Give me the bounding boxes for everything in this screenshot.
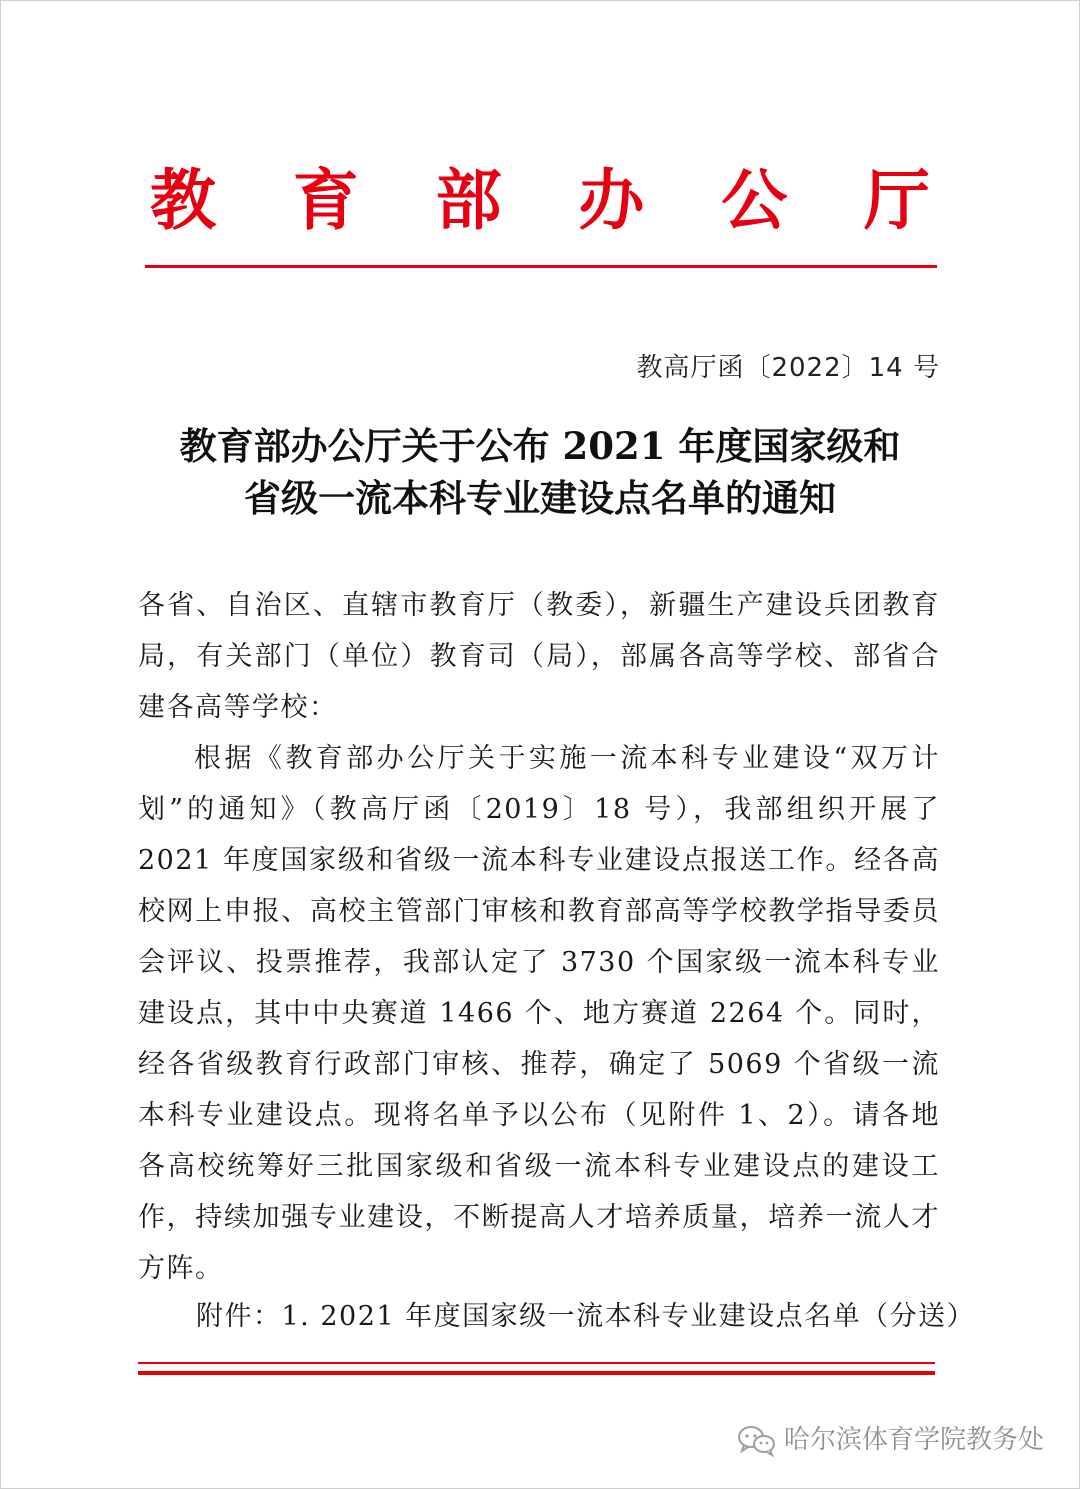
document-title xyxy=(120,420,960,524)
letterhead-char: 育 xyxy=(292,161,359,239)
letterhead-char: 公 xyxy=(721,161,788,239)
attachment-line: 附件：1. 2021 年度国家级一流本科专业建设点名单（分送） xyxy=(196,1301,976,1332)
letterhead-char: 办 xyxy=(578,161,645,239)
footer-rule-thick xyxy=(138,1371,935,1375)
letterhead-char: 厅 xyxy=(863,161,930,239)
watermark-text: 哈尔滨体育学院教务处 xyxy=(783,1425,1044,1455)
body-paragraph: 根据《教育部办公厅关于实施一流本科专业建设“双万计划”的通知》（教高厅函〔2019〕18 号），我部组织开展了 2021 年度国家级和省级一流本科专业建设点报送工作。经各高校网上申报、高校主管部门审核和教育部高等学校教学指导委员会评议、投票推荐，我部认定了 3730 个国家级一流本科专业建设点，其中中央赛道 1466 个、地方赛道 2264 个。同时，经各省级教育行政部门审核、推荐，确定了 5069 个省级一流本科专业建设点。现将名单予以公布（见附件 1、2）。请各地各高校统筹好三批国家级和省级一流本科专业建设点的建设工作，持续加强专业建设，不断提高人才培养质量，培养一流人才方阵。 xyxy=(138,743,940,1284)
wechat-icon xyxy=(736,1423,778,1457)
letterhead-char: 部 xyxy=(435,161,502,239)
document-title-line-2: 省级一流本科专业建设点名单的通知 xyxy=(244,476,836,520)
watermark xyxy=(736,1420,1044,1460)
document-title-line-1: 教育部办公厅关于公布 2021 年度国家级和 xyxy=(179,424,901,468)
document-body xyxy=(138,580,940,1294)
letterhead-title xyxy=(150,150,930,250)
document-number: 教高厅函〔2022〕14 号 xyxy=(636,353,940,383)
footer-rule-thin xyxy=(138,1362,935,1364)
salutation: 各省、自治区、直辖市教育厅（教委），新疆生产建设兵团教育局，有关部门（单位）教育司（局），部属各高等学校、部省合建各高等学校： xyxy=(138,590,940,723)
letterhead-char: 教 xyxy=(150,161,216,239)
letterhead-rule xyxy=(145,265,937,268)
